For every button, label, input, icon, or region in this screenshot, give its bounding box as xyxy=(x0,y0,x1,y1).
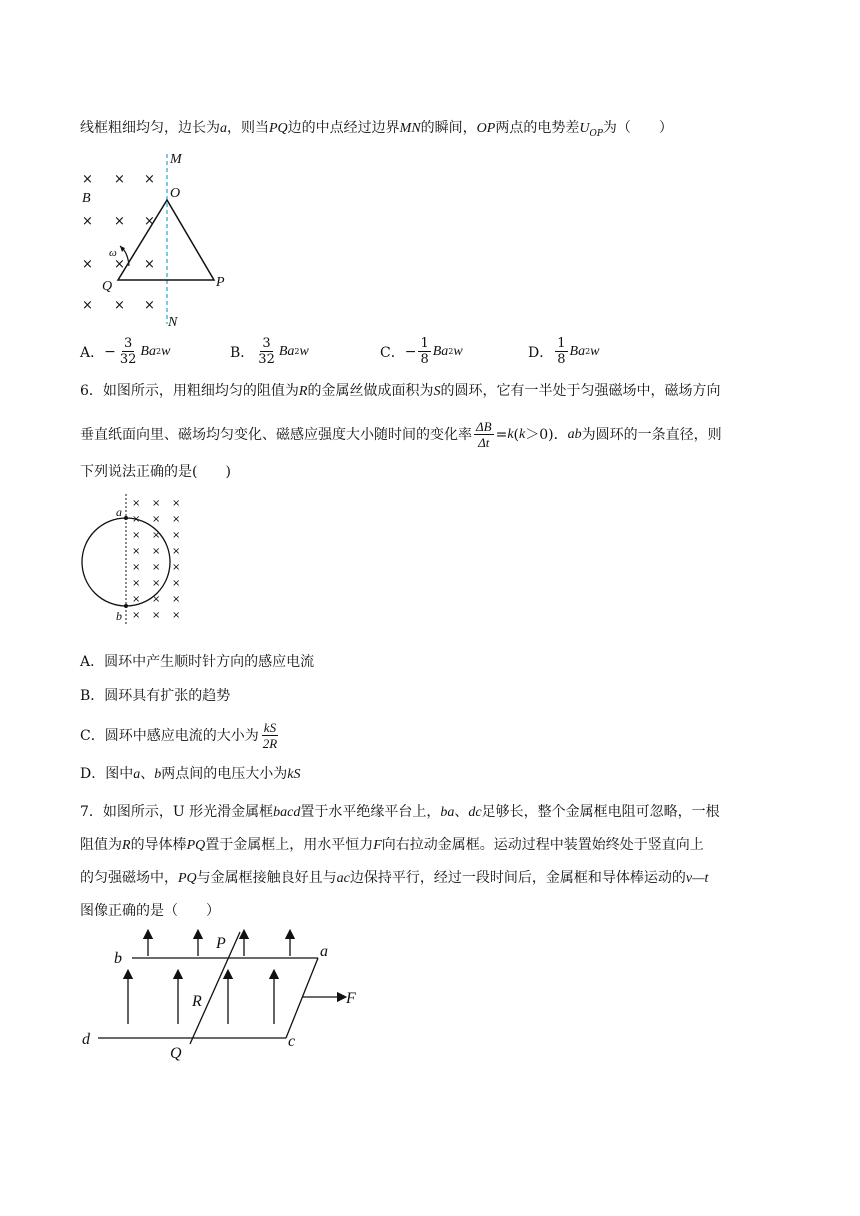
q7-stem-line1: 7．如图所示，U 形光滑金属框bacd置于水平绝缘平台上，ba、dc足够长，整个金属框电阻可忽略，一根 xyxy=(80,804,720,820)
cross-mark: × xyxy=(114,298,125,313)
cross-mark: × xyxy=(114,257,125,272)
cross-mark: × xyxy=(152,562,161,573)
q6-option-d[interactable]: D．图中a、b两点间的电压大小为kS xyxy=(80,766,301,782)
cross-mark: × xyxy=(152,610,161,621)
cross-mark: × xyxy=(144,214,155,229)
cross-mark: × xyxy=(172,514,181,525)
cross-mark: × xyxy=(132,498,141,509)
cross-mark: × xyxy=(82,298,93,313)
cross-mark: × xyxy=(144,257,155,272)
label-f: F xyxy=(346,990,356,1007)
q5-option-c[interactable]: C． − $\frac{1}{8}$ Ba 2 w xyxy=(380,336,463,367)
cross-mark: × xyxy=(144,172,155,187)
label-c: c xyxy=(288,1033,296,1050)
q7-figure xyxy=(80,924,370,1066)
cross-mark: × xyxy=(172,578,181,589)
cross-mark: × xyxy=(82,172,93,187)
label-b: b xyxy=(116,609,122,623)
q6-option-c[interactable]: C．圆环中感应电流的大小为 $\frac{kS}{2R}$ xyxy=(80,720,278,751)
q6-figure xyxy=(78,492,188,628)
cross-mark: × xyxy=(132,546,141,557)
cross-mark: × xyxy=(132,610,141,621)
q7-stem-line2: 阻值为R的导体棒PQ置于金属框上，用水平恒力F向右拉动金属框。运动过程中装置始终处于竖直向上 xyxy=(80,837,704,853)
cross-mark: × xyxy=(132,578,141,589)
triangle-frame xyxy=(118,200,214,280)
q5-figure xyxy=(74,148,244,330)
cross-mark: × xyxy=(172,498,181,509)
cross-mark: × xyxy=(152,546,161,557)
q6-stem-line3: 下列说法正确的是( ) xyxy=(80,464,231,480)
cross-mark: × xyxy=(114,172,125,187)
label-o: O xyxy=(170,186,181,201)
cross-mark: × xyxy=(144,298,155,313)
cross-mark: × xyxy=(114,214,125,229)
q5-option-b[interactable]: B． $\frac{3}{32}$ Ba 2 w xyxy=(230,336,309,367)
q7-stem-line4: 图像正确的是（ ） xyxy=(80,903,220,919)
q6-stem-line1: 6．如图所示，用粗细均匀的阻值为R的金属丝做成面积为S的圆环，它有一半处于匀强磁场中，磁场方向 xyxy=(80,383,721,399)
q6-option-b[interactable]: B．圆环具有扩张的趋势 xyxy=(80,688,231,704)
label-a: a xyxy=(116,505,122,519)
label-b: b xyxy=(114,950,122,967)
cross-mark: × xyxy=(82,214,93,229)
cross-mark: × xyxy=(172,546,181,557)
q5-option-d[interactable]: D． $\frac{1}{8}$ Ba 2 w xyxy=(528,336,600,367)
cross-mark: × xyxy=(132,594,141,605)
cross-mark: × xyxy=(152,514,161,525)
label-omega: ω xyxy=(109,247,117,259)
label-d: d xyxy=(82,1031,90,1048)
q7-stem-line3: 的匀强磁场中，PQ与金属框接触良好且与ac边保持平行，经过一段时间后，金属框和导体棒运动的v—t xyxy=(80,870,709,886)
label-p: P xyxy=(216,275,225,290)
label-r: R xyxy=(192,993,202,1010)
label-q: Q xyxy=(102,279,113,294)
cross-mark: × xyxy=(172,610,181,621)
label-a: a xyxy=(320,943,328,960)
cross-mark: × xyxy=(172,594,181,605)
q5-stem: 线框粗细均匀，边长为a，则当PQ边的中点经过边界MN的瞬间，OP两点的电势差$U_{OP}$为（ ） xyxy=(80,120,673,139)
label-n: N xyxy=(168,315,178,330)
rail-ac xyxy=(286,958,318,1038)
cross-mark: × xyxy=(172,562,181,573)
cross-mark: × xyxy=(82,257,93,272)
cross-mark: × xyxy=(152,594,161,605)
label-q: Q xyxy=(170,1045,182,1062)
label-b: B xyxy=(82,191,91,206)
cross-mark: × xyxy=(152,498,161,509)
q6-option-a[interactable]: A．圆环中产生顺时针方向的感应电流 xyxy=(80,654,315,670)
q6-stem-line2: 垂直纸面向里、磁场均匀变化、磁感应强度大小随时间的变化率 $\frac{\Delta B}{\Delta t}$ = k ( k ＞0)． ab 为圆环的一条直径，则 xyxy=(80,419,722,450)
cross-mark: × xyxy=(132,562,141,573)
label-m: M xyxy=(170,152,182,167)
cross-mark: × xyxy=(132,530,141,541)
q5-option-a[interactable]: A． − $\frac{3}{32}$ Ba 2 w xyxy=(80,336,171,367)
cross-mark: × xyxy=(132,514,141,525)
label-p: P xyxy=(216,935,226,952)
cross-mark: × xyxy=(172,530,181,541)
cross-mark: × xyxy=(152,578,161,589)
cross-mark: × xyxy=(152,530,161,541)
